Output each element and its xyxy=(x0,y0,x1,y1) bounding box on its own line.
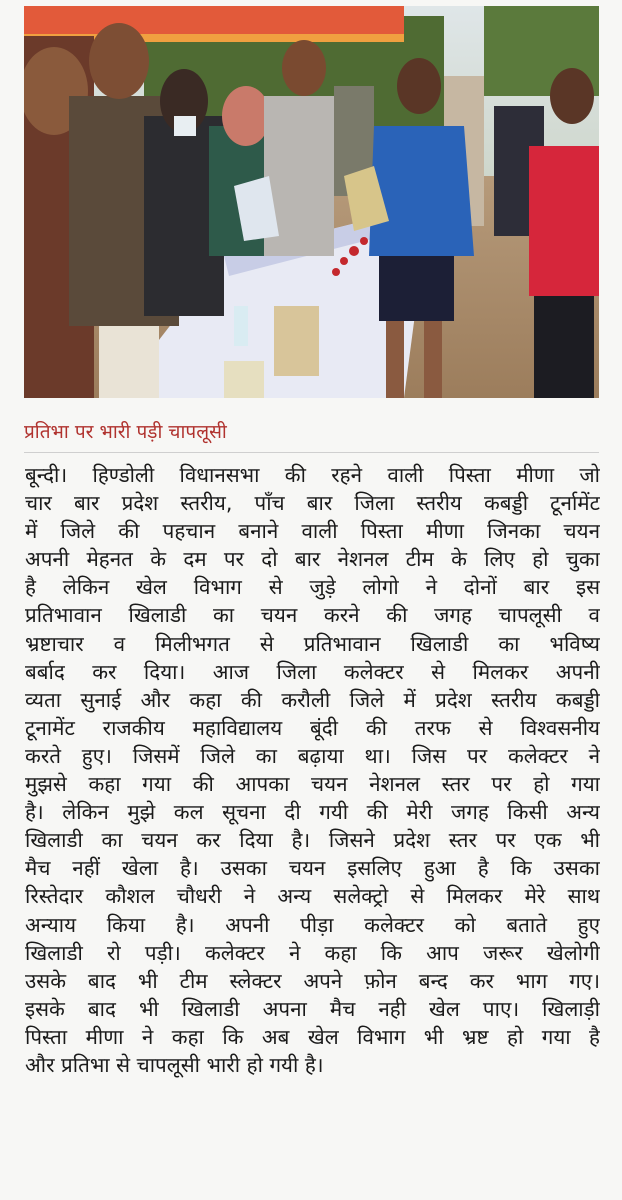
article-body-line: उसके बाद भी टीम स्लेक्टर अपने फ़ोन बन्द कर भाग गए। xyxy=(25,968,600,993)
article-body-line: में जिले की पहचान बनाने वाली पिस्ता मीणा जिनका चयन xyxy=(25,519,600,544)
news-photo xyxy=(24,6,599,398)
article-body-line: टूनामेंट राजकीय महाविद्यालय बूंदी की तरफ से विश्वसनीय xyxy=(25,715,600,740)
article-body-line: रिस्तेदार कौशल चौधरी ने अन्य सलेक्ट्रो से मिलकर मेरे साथ xyxy=(25,884,600,909)
article-body-line: प्रतिभावान खिलाडी का चयन करने की जगह चापलूसी व xyxy=(25,603,600,628)
article-body-line: अन्याय किया है। अपनी पीड़ा कलेक्टर को बताते हुए xyxy=(25,912,600,937)
article-body-line: करते हुए। जिसमें जिले का बढ़ाया था। जिस पर कलेक्टर ने xyxy=(25,743,600,768)
photo-illustration xyxy=(24,6,599,398)
article-body-line: बून्दी। हिण्डोली विधानसभा की रहने वाली पिस्ता मीणा जो xyxy=(25,463,600,487)
article-body-line: है लेकिन खेल विभाग से जुड़े लोगो ने दोनों बार इस xyxy=(25,575,600,600)
article-body xyxy=(25,461,600,1079)
article-body-line: भ्रष्टाचार व मिलीभगत से प्रतिभावान खिलाडी का भविष्य xyxy=(25,631,600,656)
article-body-line: पिस्ता मीणा ने कहा कि अब खेल विभाग भी भ्रष्ट हो गया है xyxy=(25,1024,600,1049)
headline-divider xyxy=(24,452,599,453)
article-body-line: बर्बाद कर दिया। आज जिला कलेक्टर से मिलकर अपनी xyxy=(25,659,600,684)
article-body-line: अपनी मेहनत के दम पर दो बार नेशनल टीम के लिए हो चुका xyxy=(25,547,600,572)
article-body-line: और प्रतिभा से चापलूसी भारी हो गयी है। xyxy=(25,1052,324,1077)
article-body-line: चार बार प्रदेश स्तरीय, पाँच बार जिला स्तरीय कबड्डी टूर्नामेंट xyxy=(25,491,600,516)
article-body-line: खिलाडी रो पड़ी। कलेक्टर ने कहा कि आप जरूर खेलोगी xyxy=(25,940,600,965)
article-headline: प्रतिभा पर भारी पड़ी चापलूसी xyxy=(24,421,227,443)
article-body-line: है। लेकिन मुझे कल सूचना दी गयी की मेरी जगह किसी अन्य xyxy=(25,800,600,825)
article-body-line: मुझसे कहा गया की आपका चयन नेशनल स्तर पर हो गया xyxy=(25,772,600,797)
article-body-line: इसके बाद भी खिलाडी अपना मैच नही खेल पाए। खिलाड़ी xyxy=(25,996,600,1021)
article-body-line: व्यता सुनाई और कहा की करौली जिले में प्रदेश स्तरीय कबड्डी xyxy=(25,687,600,712)
article-body-line: मैच नहीं खेला है। उसका चयन इसलिए हुआ है कि उसका xyxy=(25,856,600,881)
article-body-line: खिलाडी का चयन कर दिया है। जिसने प्रदेश स्तर पर एक भी xyxy=(25,828,600,853)
